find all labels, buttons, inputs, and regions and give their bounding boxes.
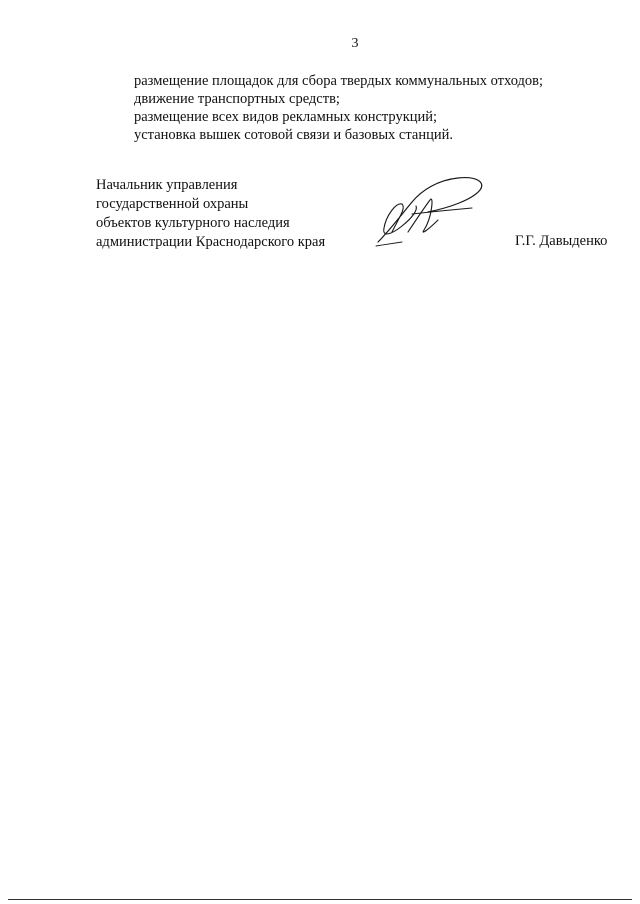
bottom-rule	[8, 899, 632, 900]
restrictions-list	[134, 72, 543, 144]
list-item: размещение площадок для сбора твердых коммунальных отходов;	[134, 73, 544, 89]
signer-title-line: администрации Краснодарского края	[96, 234, 326, 250]
page-number: 3	[351, 36, 359, 51]
signer-name: Г.Г. Давыденко	[515, 233, 608, 249]
list-item: размещение всех видов рекламных конструкций;	[134, 109, 438, 125]
list-item: установка вышек сотовой связи и базовых станций.	[134, 127, 453, 143]
signer-title-line: государственной охраны	[96, 196, 249, 212]
signer-title-line: Начальник управления	[96, 177, 238, 193]
handwritten-signature-icon	[372, 172, 492, 252]
list-item: движение транспортных средств;	[134, 91, 340, 107]
signer-title-block	[96, 176, 325, 252]
signer-title-line: объектов культурного наследия	[96, 215, 290, 231]
